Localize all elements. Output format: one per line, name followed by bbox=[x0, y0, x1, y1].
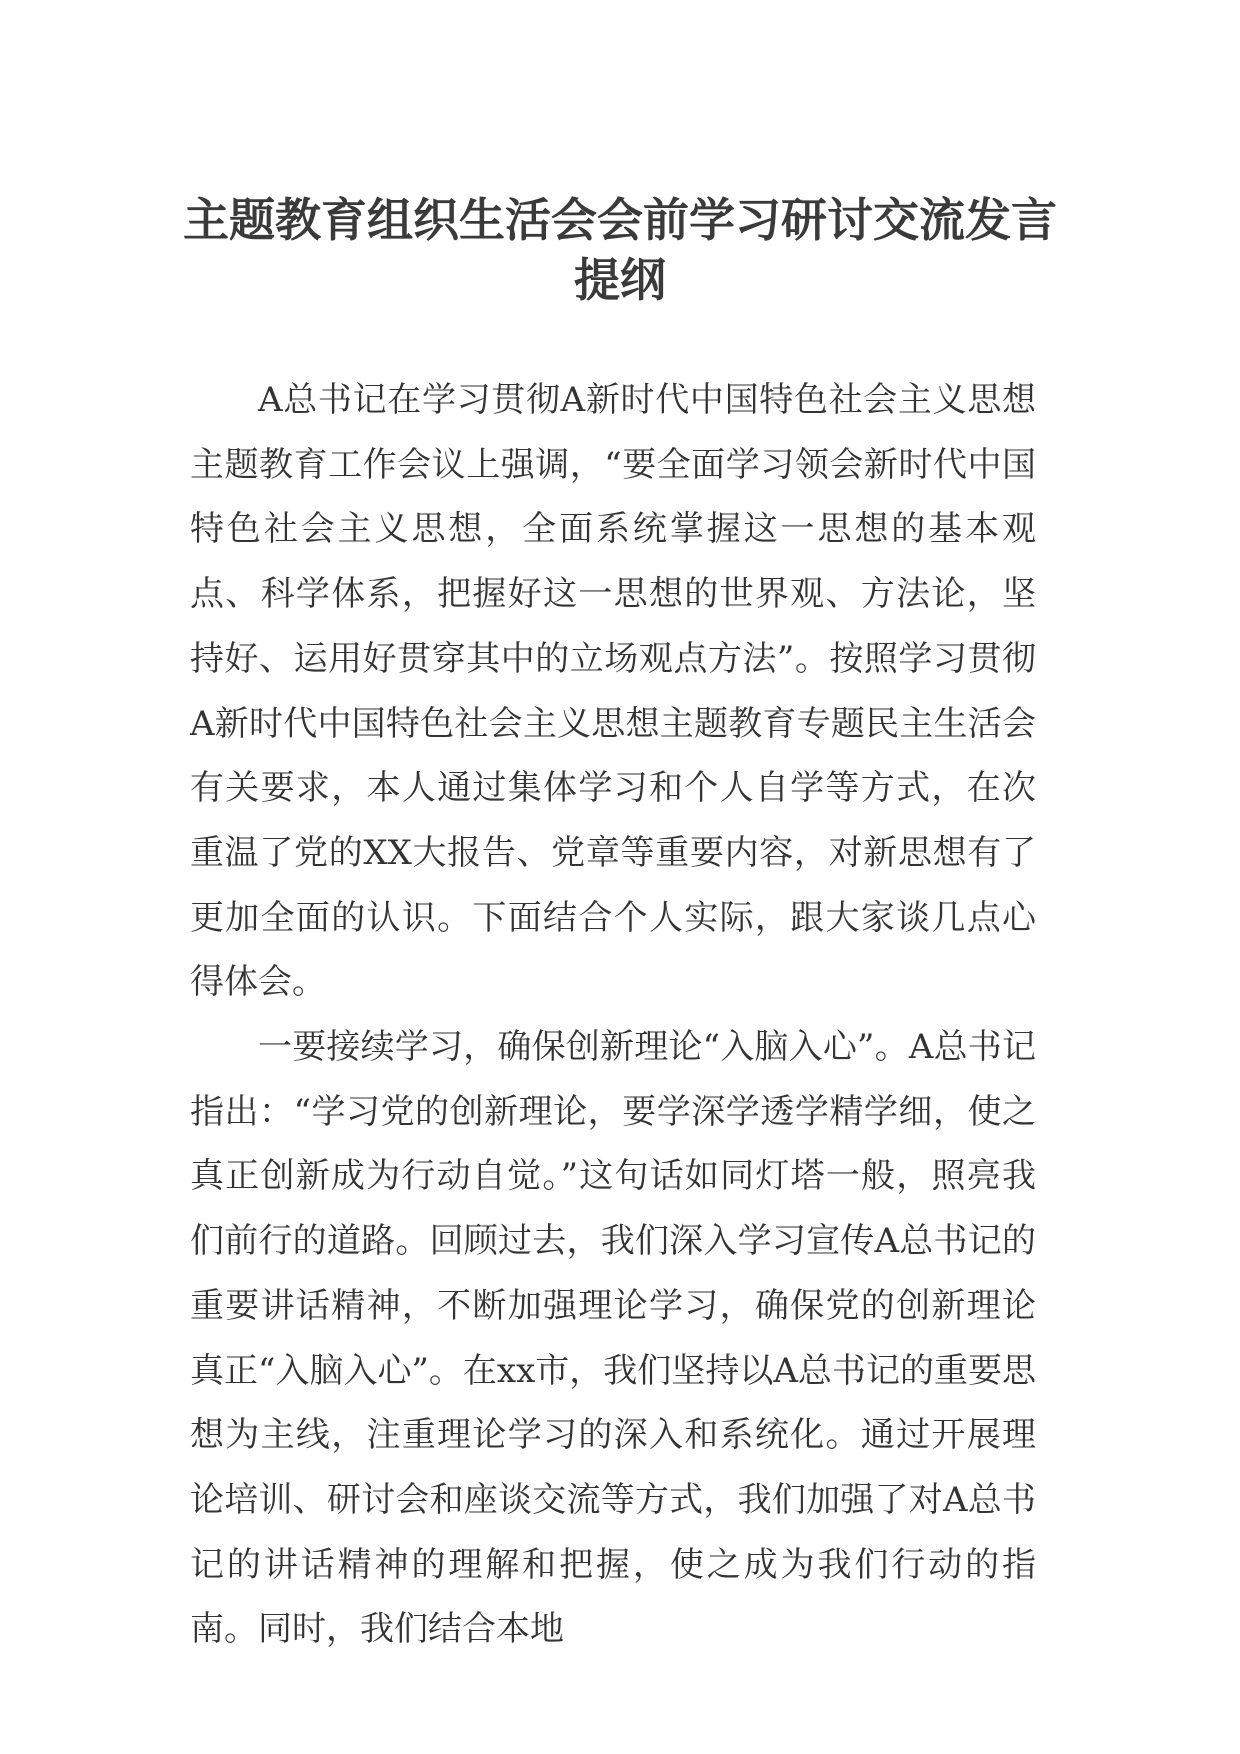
paragraph-point-one: 一要接续学习，确保创新理论“入脑入心”。A总书记指出：“学习党的创新理论，要学深学透学精学细，使之真正创新成为行动自觉。”这句话如同灯塔一般，照亮我们前行的道路。回顾过去，我们深入学习宣传A总书记的重要讲话精神，不断加强理论学习，确保党的创新理论真正“入脑入心”。在xx市，我们坚持以A总书记的重要思想为主线，注重理论学习的深入和系统化。通过开展理论培训、研讨会和座谈交流等方式，我们加强了对A总书记的讲话精神的理解和把握，使之成为我们行动的指南。同时，我们结合本地 bbox=[190, 1027, 1036, 1650]
title-line-1: 主题教育组织生活会会前学习研讨交流发言 bbox=[183, 193, 1057, 247]
paragraph-intro: A总书记在学习贯彻A新时代中国特色社会主义思想主题教育工作会议上强调，“要全面学习领会新时代中国特色社会主义思想，全面系统掌握这一思想的基本观点、科学体系，把握好这一思想的世界观、方法论，坚持好、运用好贯穿其中的立场观点方法”。按照学习贯彻A新时代中国特色社会主义思想主题教育专题民主生活会有关要求，本人通过集体学习和个人自学等方式，在次重温了党的XX大报告、党章等重要内容，对新思想有了更加全面的认识。下面结合个人实际，跟大家谈几点心得体会。 bbox=[190, 380, 1036, 1003]
title-line-2: 提纲 bbox=[574, 253, 666, 307]
document-body bbox=[190, 368, 1036, 1662]
document-title bbox=[170, 190, 1070, 310]
